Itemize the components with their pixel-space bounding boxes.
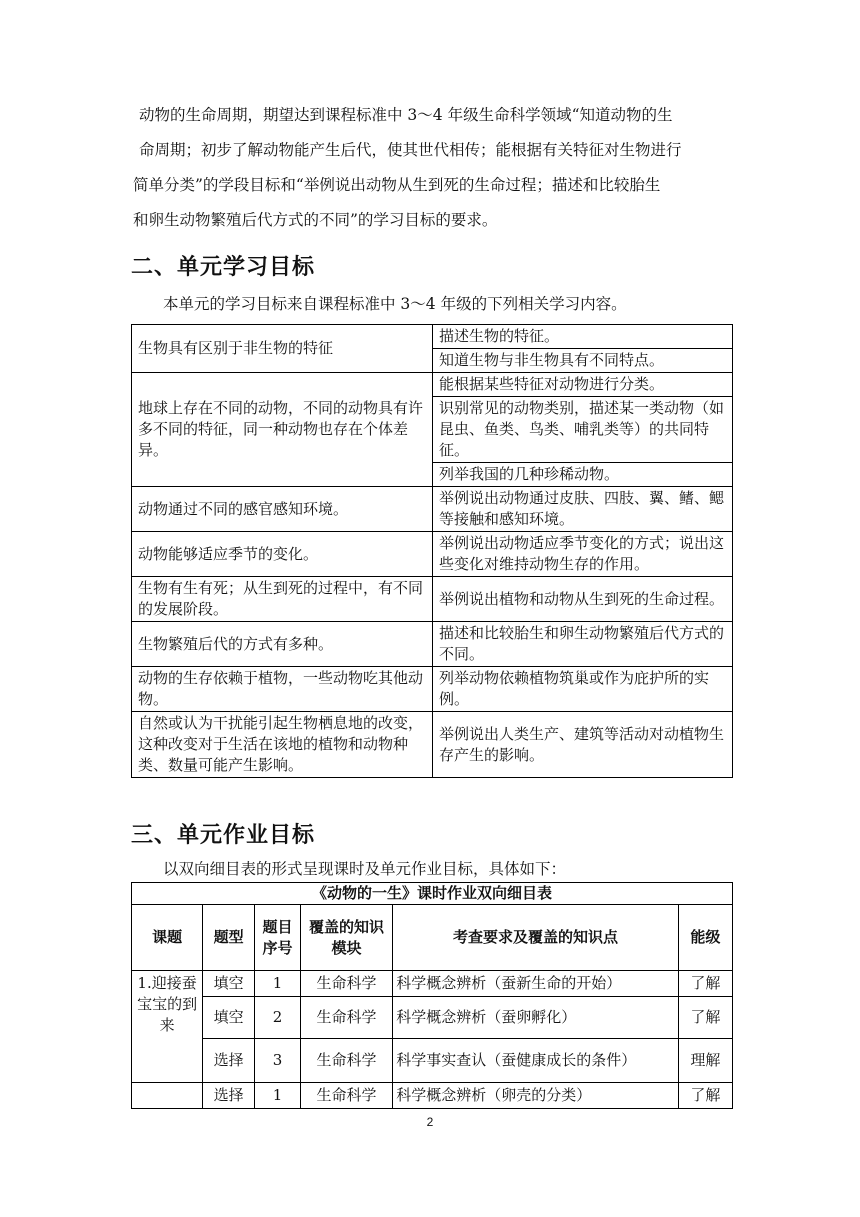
table-row <box>132 622 733 667</box>
lesson-title-empty <box>132 1083 203 1109</box>
homework-goals-intro: 以双向细目表的形式呈现课时及单元作业目标，具体如下： <box>163 860 567 878</box>
knowledge-module: 生命科学 <box>300 997 392 1039</box>
table-row <box>132 487 733 532</box>
question-number: 3 <box>255 1039 301 1083</box>
column-header: 课题 <box>132 905 203 971</box>
column-header: 题型 <box>203 905 255 971</box>
table-row <box>132 1039 733 1083</box>
knowledge-module: 生命科学 <box>300 1083 392 1109</box>
table-row <box>132 971 733 997</box>
learning-goals-table <box>131 324 733 778</box>
page-number: 2 <box>426 1115 434 1129</box>
goal-content: 地球上存在不同的动物，不同的动物具有许多不同的特征，同一种动物也存在个体差异。 <box>132 373 433 487</box>
ability-level: 了解 <box>678 997 732 1039</box>
intro-line: 命周期；初步了解动物能产生后代，使其世代相传；能根据有关特征对生物进行 <box>139 141 682 159</box>
table-row <box>132 1083 733 1109</box>
column-header: 考查要求及覆盖的知识点 <box>393 905 679 971</box>
table-caption: 《动物的一生》课时作业双向细目表 <box>132 883 733 905</box>
goal-content: 动物通过不同的感官感知环境。 <box>132 487 433 532</box>
requirement: 科学概念辨析（卵壳的分类） <box>393 1083 679 1109</box>
question-number: 1 <box>255 1083 301 1109</box>
goal-content: 自然或认为干扰能引起生物栖息地的改变，这种改变对于生活在该地的植物和动物种类、数量可能产生影响。 <box>132 712 433 778</box>
question-type: 填空 <box>203 971 255 997</box>
table-row <box>132 577 733 622</box>
goal-target: 识别常见的动物类别，描述某一类动物（如昆虫、鱼类、鸟类、哺乳类等）的共同特征。 <box>433 397 733 463</box>
table-row <box>132 997 733 1039</box>
goal-content: 动物的生存依赖于植物，一些动物吃其他动物。 <box>132 667 433 712</box>
knowledge-module: 生命科学 <box>300 1039 392 1083</box>
column-header: 题目序号 <box>255 905 301 971</box>
table-row <box>132 373 733 397</box>
question-number: 2 <box>255 997 301 1039</box>
goal-target: 举例说出植物和动物从生到死的生命过程。 <box>433 577 733 622</box>
table-header-row <box>132 905 733 971</box>
goal-content: 动物能够适应季节的变化。 <box>132 532 433 577</box>
goal-target: 描述生物的特征。 <box>433 325 733 349</box>
table-caption-row <box>132 883 733 905</box>
goal-target: 列举我国的几种珍稀动物。 <box>433 463 733 487</box>
question-number: 1 <box>255 971 301 997</box>
requirement: 科学事实查认（蚕健康成长的条件） <box>393 1039 679 1083</box>
table-row <box>132 325 733 349</box>
goal-target: 举例说出动物通过皮肤、四肢、翼、鳍、鳃等接触和感知环境。 <box>433 487 733 532</box>
goal-target: 描述和比较胎生和卵生动物繁殖后代方式的不同。 <box>433 622 733 667</box>
intro-paragraph <box>133 98 733 238</box>
intro-line: 简单分类”的学段目标和“举例说出动物从生到死的生命过程；描述和比较胎生 <box>133 176 661 194</box>
column-header: 覆盖的知识模块 <box>300 905 392 971</box>
goal-content: 生物具有区别于非生物的特征 <box>132 325 433 373</box>
goal-target: 举例说出人类生产、建筑等活动对动植物生存产生的影响。 <box>433 712 733 778</box>
question-type: 选择 <box>203 1039 255 1083</box>
intro-line: 和卵生动物繁殖后代方式的不同”的学习目标的要求。 <box>133 211 498 229</box>
knowledge-module: 生命科学 <box>300 971 392 997</box>
goal-target: 列举动物依赖植物筑巢或作为庇护所的实例。 <box>433 667 733 712</box>
intro-line: 动物的生命周期，期望达到课程标准中 3～4 年级生命科学领域“知道动物的生 <box>139 106 673 124</box>
goal-target: 知道生物与非生物具有不同特点。 <box>433 349 733 373</box>
lesson-title: 1.迎接蚕宝宝的到来 <box>132 971 203 1083</box>
homework-spec-table <box>131 882 733 1109</box>
goal-target: 举例说出动物适应季节变化的方式；说出这些变化对维持动物生存的作用。 <box>433 532 733 577</box>
section-heading-homework-goals: 三、单元作业目标 <box>131 823 316 848</box>
section-heading-learning-goals: 二、单元学习目标 <box>131 255 316 280</box>
goal-target: 能根据某些特征对动物进行分类。 <box>433 373 733 397</box>
requirement: 科学概念辨析（蚕卵孵化） <box>393 997 679 1039</box>
goal-content: 生物有生有死；从生到死的过程中，有不同的发展阶段。 <box>132 577 433 622</box>
goal-content: 生物繁殖后代的方式有多种。 <box>132 622 433 667</box>
table-row <box>132 667 733 712</box>
column-header: 能级 <box>678 905 732 971</box>
ability-level: 理解 <box>678 1039 732 1083</box>
question-type: 填空 <box>203 997 255 1039</box>
ability-level: 了解 <box>678 1083 732 1109</box>
learning-goals-intro: 本单元的学习目标来自课程标准中 3～4 年级的下列相关学习内容。 <box>163 295 627 313</box>
requirement: 科学概念辨析（蚕新生命的开始） <box>393 971 679 997</box>
ability-level: 了解 <box>678 971 732 997</box>
table-row <box>132 712 733 778</box>
table-row <box>132 532 733 577</box>
question-type: 选择 <box>203 1083 255 1109</box>
